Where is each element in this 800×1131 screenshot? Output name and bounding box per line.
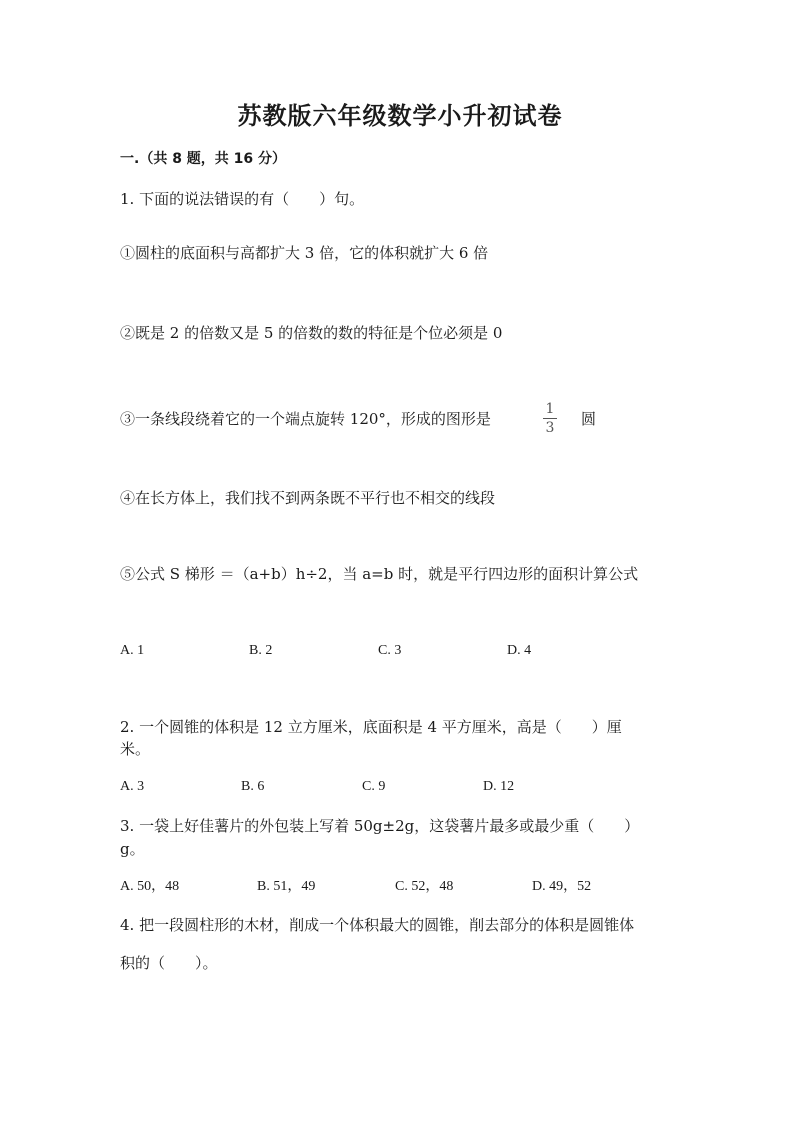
question-1-statement-3-suffix: 圆 (581, 410, 597, 428)
question-2-stem-line-2: 米。 (120, 740, 151, 758)
question-3-stem-line-1: 3. 一袋上好佳薯片的外包装上写着 50g±2g，这袋薯片最多或最少重（ ） (120, 817, 640, 835)
question-3-option-d: D. 49，52 (532, 879, 592, 894)
section-heading: 一.（共 8 题，共 16 分） (120, 151, 287, 167)
question-1-option-c: C. 3 (378, 643, 402, 658)
question-1-stem: 1. 下面的说法错误的有（ ）句。 (120, 190, 365, 208)
question-1-option-d: D. 4 (507, 643, 532, 658)
question-1-statement-3: ③一条线段绕着它的一个端点旋转 120°，形成的图形是 (120, 410, 491, 428)
question-2-stem-line-1: 2. 一个圆锥的体积是 12 立方厘米，底面积是 4 平方厘米，高是（ ）厘 (120, 718, 622, 736)
page-title: 苏教版六年级数学小升初试卷 (237, 102, 563, 130)
fraction-numerator: 1 (545, 401, 555, 417)
question-3-option-a: A. 50，48 (120, 879, 180, 894)
question-1-option-a: A. 1 (120, 643, 145, 658)
question-1-statement-4: ④在长方体上，我们找不到两条既不平行也不相交的线段 (120, 489, 496, 507)
question-1-statement-5: ⑤公式 S 梯形 ＝（a+b）h÷2，当 a=b 时，就是平行四边形的面积计算公式 (120, 565, 639, 583)
question-3-option-b: B. 51，49 (257, 879, 316, 894)
question-3-stem-line-2: g。 (120, 840, 145, 858)
question-1-statement-2: ②既是 2 的倍数又是 5 的倍数的数的特征是个位必须是 0 (120, 324, 503, 342)
question-2-option-a: A. 3 (120, 779, 145, 794)
fraction-bar (543, 418, 557, 419)
question-1-statement-1: ①圆柱的底面积与高都扩大 3 倍，它的体积就扩大 6 倍 (120, 244, 489, 262)
fraction-one-third (541, 402, 559, 435)
question-2-option-c: C. 9 (362, 779, 386, 794)
question-4-stem-line-1: 4. 把一段圆柱形的木材，削成一个体积最大的圆锥，削去部分的体积是圆锥体 (120, 916, 635, 934)
question-2-option-b: B. 6 (241, 779, 265, 794)
question-1-option-b: B. 2 (249, 643, 273, 658)
question-2-option-d: D. 12 (483, 779, 515, 794)
question-3-option-c: C. 52，48 (395, 879, 454, 894)
question-4-stem-line-2: 积的（ ）。 (120, 954, 218, 972)
fraction-denominator: 3 (545, 420, 555, 436)
